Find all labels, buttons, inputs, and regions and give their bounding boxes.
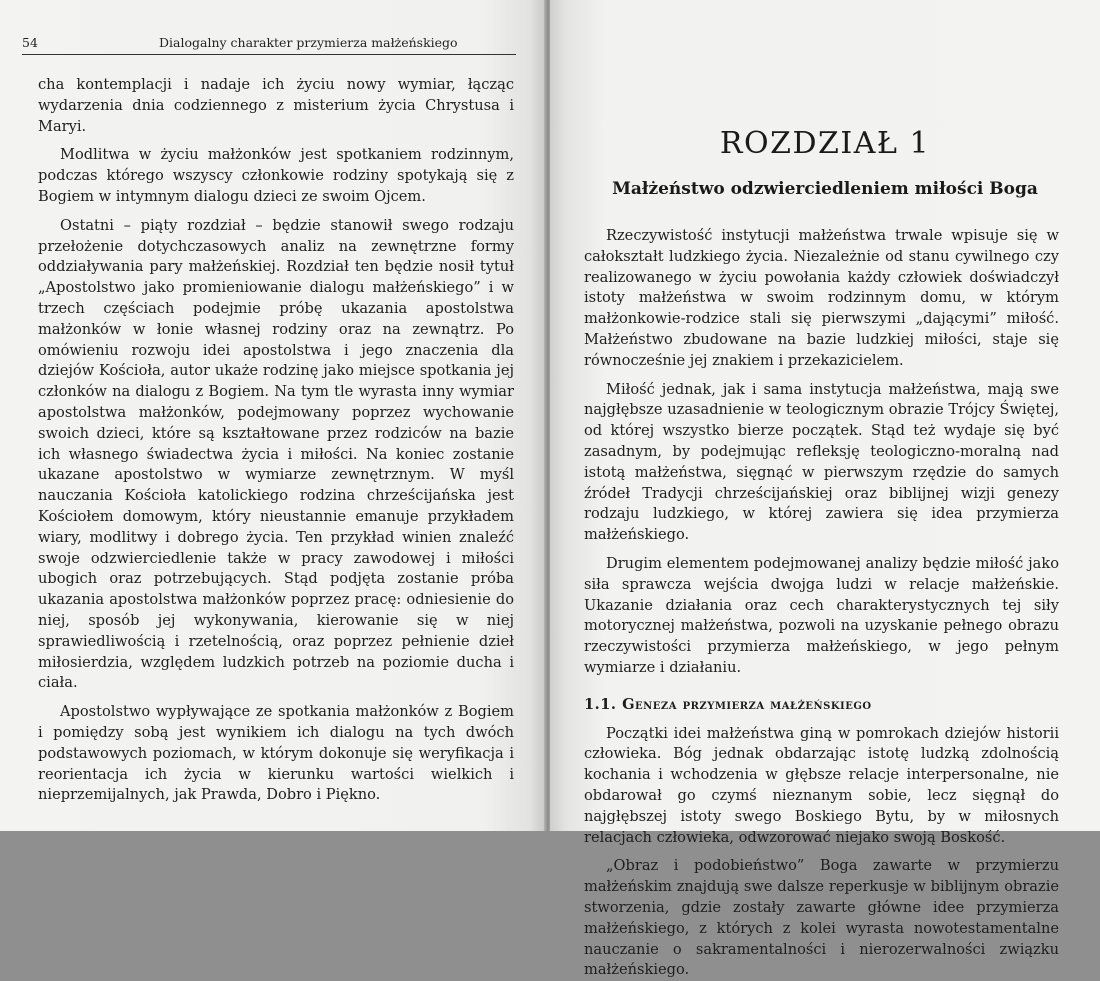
paragraph: Modlitwa w życiu małżonków jest spotkaniem rodzinnym, podczas którego wszyscy członkowie rodziny spotykają się z Bogiem w intymnym dialogu dzieci ze swoim Ojcem.: [38, 146, 514, 205]
right-page: [550, 0, 1100, 979]
left-page: [0, 0, 546, 831]
paragraph: Drugim elementem podejmowanej analizy będzie miłość jako siła sprawcza wejścia dwojga ludzi w relacje małżeńskie. Ukazanie działania oraz cech charakterystycznych tej siły motorycznej małżeństwa, pozwoli na uzyskanie pełnego obrazu rzeczywistości przymierza małżeńskiego, w jego pełnym wymiarze i działaniu.: [584, 554, 1059, 676]
chapter-subtitle: Małżeństwo odzwierciedleniem miłości Boga: [612, 179, 1038, 199]
section-title: Geneza przymierza małżeńskiego: [622, 695, 872, 713]
paragraph: Ostatni – piąty rozdział – będzie stanowił swego rodzaju przełożenie dotychczasowych analiz na zewnętrzne formy oddziaływania pary małżeńskiej. Rozdział ten będzie nosił tytuł „Apostolstwo jako promieniowanie dialogu małżeńskiego” i w trzech częściach podejmie próbę ukazania apostolstwa małżonków w łonie własnej rodziny oraz na zewnątrz. Po omówieniu rozwoju idei apostolstwa i jego znaczenia dla dziejów Kościoła, autor ukaże rodzinę jako miejsce spotkania jej członków na dialogu z Bogiem. Na tym tle wyrasta inny wymiar apostolstwa małżonków, podejmowany poprzez wychowanie swoich dzieci, które są kształtowane przez rodziców na bazie ich własnego świadectwa życia i miłości. Na koniec zostanie ukazane apostolstwo w wymiarze zewnętrznym. W myśl nauczania Kościoła katolickiego rodzina chrześcijańska jest Kościołem domowym, który nieustannie emanuje przykładem wiary, modlitwy i dobrego życia. Ten przykład winien znaleźć swoje odzwierciedlenie także w pracy zawodowej i miłości ubogich oraz potrzebujących. Stąd podjęta zostanie próba ukazania apostolstwa małżonków poprzez pracę: odniesienie do niej, sposób jej wykonywania, kierowanie się w niej sprawiedliwością i rzetelnością, oraz poprzez pełnienie dzieł miłosierdzia, względem ludzkich potrzeb na poziomie ducha i ciała.: [38, 216, 514, 692]
section-number: 1.1.: [584, 695, 617, 713]
paragraph: „Obraz i podobieństwo” Boga zawarte w przymierzu małżeńskim znajdują swe dalsze reperkusje w biblijnym obrazie stworzenia, gdzie zostały zawarte główne idee przymierza małżeńskiego, z których z kolei wyrasta nowotestamentalne nauczanie o sakramentalności i nierozerwalności związku małżeńskiego.: [584, 857, 1059, 979]
paragraph: Rzeczywistość instytucji małżeństwa trwale wpisuje się w całokształt ludzkiego życia. Niezależnie od stanu cywilnego czy realizowanego w życiu powołania każdy człowiek doświadczył istoty małżeństwa w swoim rodzinnym domu, w którym małżonkowie-rodzice stali się pierwszymi „dającymi” miłość. Małżeństwo zbudowane na bazie ludzkiej miłości, staje się równocześnie jej znakiem i przekazicielem.: [584, 227, 1059, 369]
paragraph: Apostolstwo wypływające ze spotkania małżonków z Bogiem i pomiędzy sobą jest wynikiem ich dialogu na tych dwóch podstawowych poziomach, w którym dokonuje się weryfikacja i reorientacja ich życia w kierunku wartości wielkich i nieprzemijalnych, jak Prawda, Dobro i Piękno.: [38, 703, 514, 804]
left-page-body: [38, 75, 514, 806]
paragraph: Początki idei małżeństwa giną w pomrokach dziejów historii człowieka. Bóg jednak obdarzając istotę ludzką zdolnością kochania i wchodzenia w głębsze relacje interpersonalne, nie obdarował go czymś nieznanym sobie, lecz sięgnął do najgłębszej istoty swego Boskiego Bytu, by w miłosnych relacjach człowieka, odwzorować niejako swoją Boskość.: [584, 724, 1059, 846]
right-page-body: [584, 226, 1059, 981]
left-page-header: [22, 32, 516, 55]
paragraph: Miłość jednak, jak i sama instytucja małżeństwa, mają swe najgłębsze uzasadnienie w teologicznym obrazie Trójcy Świętej, od której wszystko bierze początek. Stąd też wydaje się być zasadnym, by podejmując refleksję teologiczno-moralną nad istotą małżeństwa, sięgnąć w pierwszym rzędzie do samych źródeł Tradycji chrześcijańskiej oraz biblijnej wizji genezy rodzaju ludzkiego, w której zawiera się idea przymierza małżeńskiego.: [584, 380, 1059, 544]
chapter-title: ROZDZIAŁ 1: [719, 126, 931, 161]
paragraph: cha kontemplacji i nadaje ich życiu nowy wymiar, łącząc wydarzenia dnia codziennego z misterium życia Chrystusa i Maryi.: [38, 76, 514, 135]
page-number: 54: [22, 35, 38, 50]
running-head: Dialogalny charakter przymierza małżeńskiego: [159, 35, 458, 50]
section-heading: [584, 695, 1059, 716]
